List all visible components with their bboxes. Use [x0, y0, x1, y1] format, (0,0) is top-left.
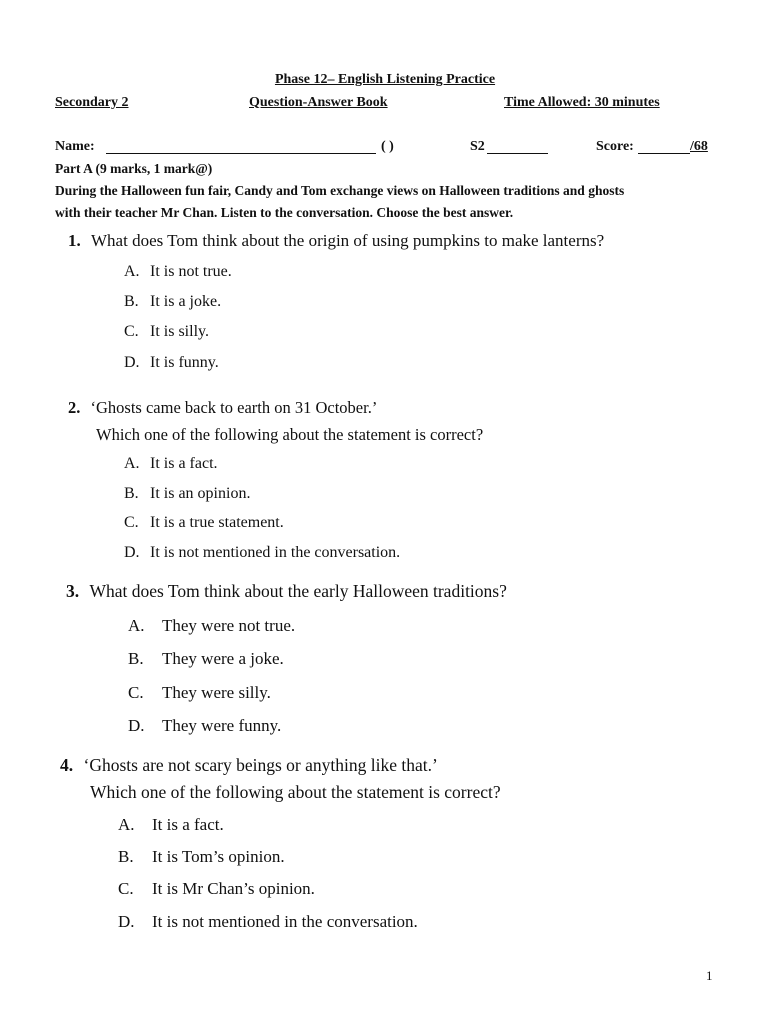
time-allowed-label: Time Allowed: 30 minutes	[504, 95, 660, 110]
option-d[interactable]	[124, 544, 400, 562]
part-heading: Part A (9 marks, 1 mark@)	[55, 161, 213, 176]
option-b[interactable]	[128, 649, 284, 669]
question-2	[68, 398, 377, 418]
option-text: It is a true statement.	[150, 514, 284, 531]
option-text: It is not true.	[150, 263, 232, 280]
option-text: It is funny.	[150, 354, 219, 371]
option-letter: D.	[128, 716, 145, 735]
question-stem: What does Tom think about the early Halloween traditions?	[89, 581, 507, 601]
instructions-line-2: with their teacher Mr Chan. Listen to the conversation. Choose the best answer.	[55, 205, 514, 220]
option-letter: A.	[118, 815, 135, 834]
instructions-line-1: During the Halloween fun fair, Candy and Tom exchange views on Halloween traditions and ghosts	[55, 183, 625, 198]
option-b[interactable]	[124, 485, 250, 503]
option-letter: A.	[124, 455, 140, 472]
option-letter: B.	[128, 649, 144, 668]
option-text: It is Mr Chan’s opinion.	[152, 879, 315, 898]
page-number: 1	[706, 968, 713, 983]
option-letter: C.	[118, 879, 134, 898]
option-c[interactable]	[124, 514, 284, 532]
question-number: 1.	[68, 231, 81, 250]
option-a[interactable]	[128, 616, 295, 636]
score-blank[interactable]	[638, 139, 690, 154]
question-1	[68, 231, 604, 251]
option-letter: B.	[118, 847, 134, 866]
option-text: They were silly.	[162, 683, 271, 702]
question-number: 4.	[60, 755, 74, 775]
name-label: Name:	[55, 139, 95, 154]
option-letter: D.	[124, 354, 140, 371]
option-text: It is not mentioned in the conversation.	[152, 912, 418, 931]
score-label: Score:	[596, 139, 634, 154]
book-label: Question-Answer Book	[249, 95, 388, 110]
option-d[interactable]	[118, 912, 418, 932]
question-stem: ‘Ghosts came back to earth on 31 October.’	[90, 398, 378, 417]
option-letter: A.	[124, 263, 140, 280]
question-3	[66, 581, 507, 602]
class-blank[interactable]	[487, 139, 548, 154]
question-number: 3.	[66, 581, 80, 601]
question-stem-2: Which one of the following about the statement is correct?	[96, 425, 484, 444]
option-text: It is not mentioned in the conversation.	[150, 544, 401, 561]
question-stem: ‘Ghosts are not scary beings or anything like that.’	[83, 755, 438, 775]
option-text: It is silly.	[150, 323, 209, 340]
option-a[interactable]	[118, 815, 224, 835]
option-letter: C.	[128, 683, 144, 702]
option-c[interactable]	[124, 323, 209, 341]
option-letter: C.	[124, 514, 139, 531]
option-letter: B.	[124, 485, 139, 502]
option-c[interactable]	[118, 879, 315, 899]
question-stem: What does Tom think about the origin of using pumpkins to make lanterns?	[91, 231, 605, 250]
option-a[interactable]	[124, 455, 218, 473]
option-c[interactable]	[128, 683, 271, 703]
question-number: 2.	[68, 398, 81, 417]
option-text: They were a joke.	[162, 649, 284, 668]
option-d[interactable]	[128, 716, 281, 736]
score-total: /68	[690, 139, 708, 154]
option-text: It is a joke.	[150, 293, 222, 310]
page-title: Phase 12– English Listening Practice	[274, 72, 496, 87]
option-d[interactable]	[124, 354, 219, 372]
option-text: They were funny.	[162, 716, 282, 735]
option-text: They were not true.	[162, 616, 296, 635]
option-text: It is a fact.	[150, 455, 218, 472]
option-letter: C.	[124, 323, 139, 340]
question-4	[60, 755, 438, 776]
option-text: It is an opinion.	[150, 485, 251, 502]
class-number-paren: ( )	[381, 139, 394, 154]
name-blank[interactable]	[106, 139, 376, 154]
option-letter: D.	[118, 912, 135, 931]
option-letter: A.	[128, 616, 145, 635]
option-b[interactable]	[118, 847, 285, 867]
level-label: Secondary 2	[55, 95, 129, 110]
option-text: It is Tom’s opinion.	[152, 847, 285, 866]
option-letter: B.	[124, 293, 139, 310]
class-label: S2	[470, 139, 485, 154]
option-letter: D.	[124, 544, 140, 561]
question-stem-2: Which one of the following about the statement is correct?	[90, 782, 501, 802]
option-text: It is a fact.	[152, 815, 224, 834]
option-a[interactable]	[124, 263, 232, 281]
option-b[interactable]	[124, 293, 221, 311]
